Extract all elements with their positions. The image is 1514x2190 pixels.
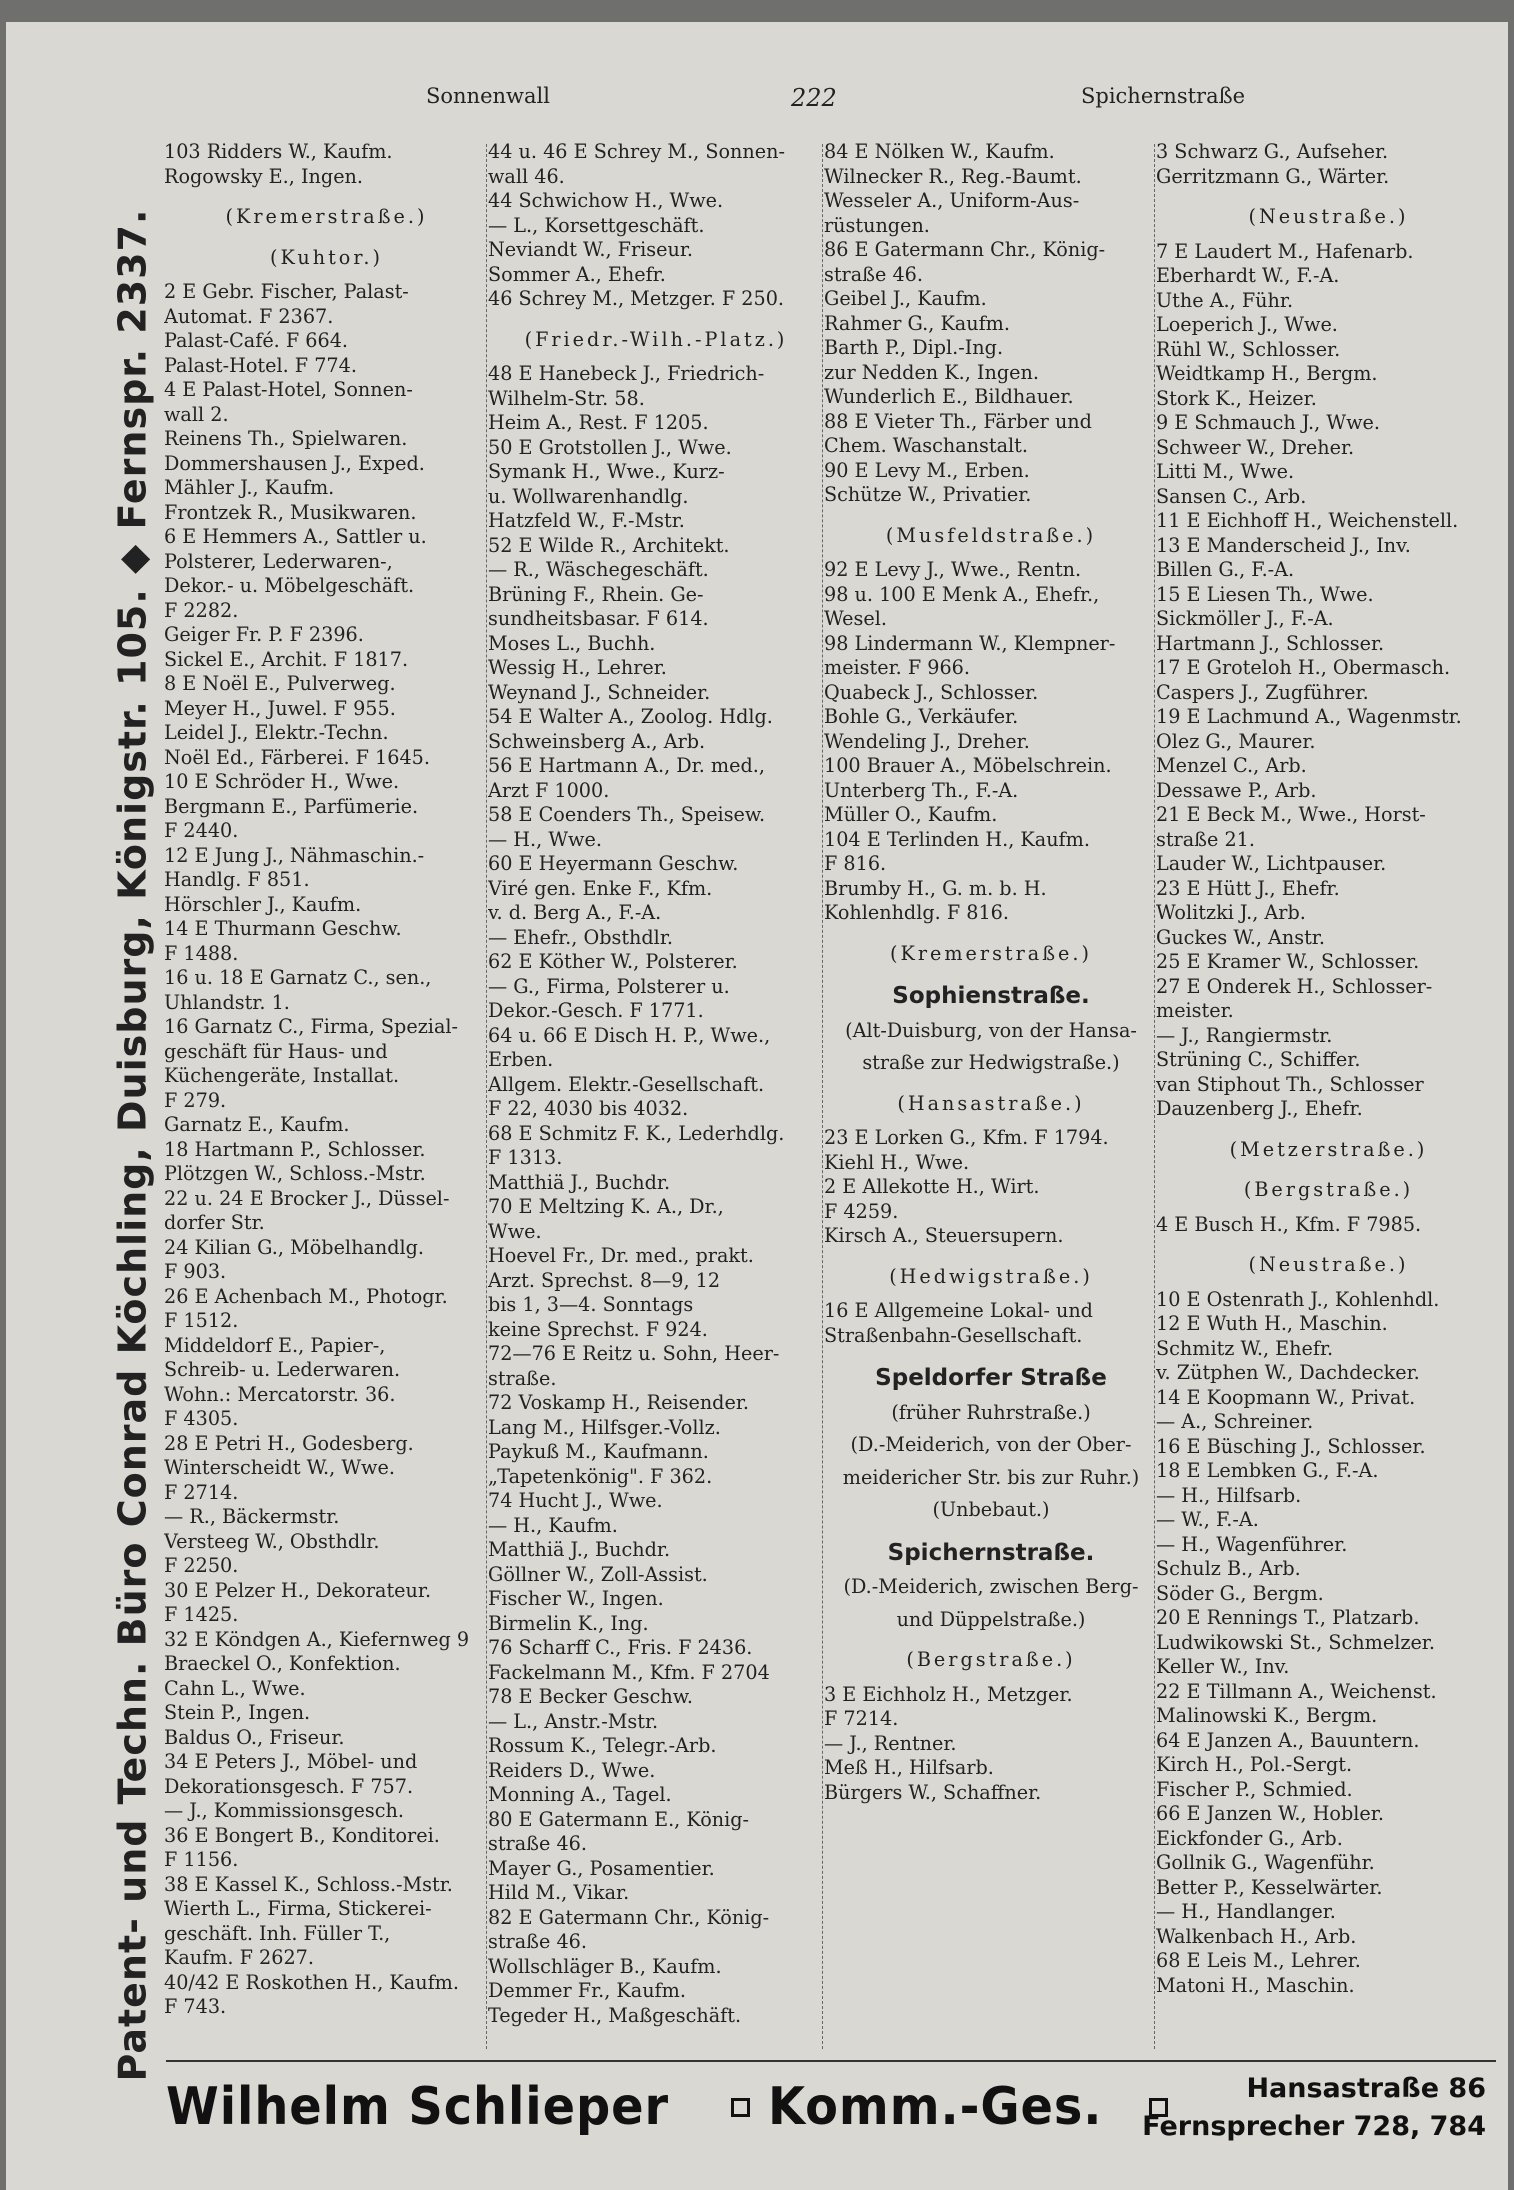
- directory-entry: Gerritzmann G., Wärter.: [1156, 164, 1390, 188]
- directory-entry: Erben.: [488, 1048, 554, 1071]
- directory-entry: F 22, 4030 bis 4032.: [488, 1097, 689, 1120]
- directory-entry: 25 E Kramer W., Schlosser.: [1156, 950, 1420, 973]
- directory-entry: 72 Voskamp H., Reisender.: [488, 1391, 749, 1414]
- square-bullet-icon: [731, 2098, 750, 2117]
- cross-street-label: (Neustraße.): [1248, 1253, 1409, 1276]
- cross-street-label: (Musfeldstraße.): [885, 523, 1097, 547]
- directory-entry: F 743.: [164, 1995, 227, 2018]
- directory-entry: Fackelmann M., Kfm. F 2704: [488, 1660, 770, 1684]
- directory-entry: 46 Schrey M., Metzger. F 250.: [488, 287, 785, 310]
- directory-entry: Hild M., Vikar.: [488, 1881, 630, 1904]
- directory-entry: — L., Anstr.-Mstr.: [488, 1709, 659, 1733]
- directory-entry: Olez G., Maurer.: [1156, 729, 1316, 753]
- directory-entry: 104 E Terlinden H., Kaufm.: [824, 827, 1090, 851]
- directory-entry: Leidel J., Elektr.-Techn.: [164, 721, 389, 744]
- directory-entry: 98 u. 100 E Menk A., Ehefr.,: [824, 582, 1100, 606]
- directory-entry: Tegeder H., Maßgeschäft.: [488, 2003, 742, 2027]
- directory-entry: Polsterer, Lederwaren-,: [164, 549, 393, 573]
- cross-street-label: (Hansastraße.): [897, 1091, 1085, 1115]
- directory-entry: wall 2.: [164, 402, 229, 426]
- directory-entry: straße.: [488, 1366, 557, 1390]
- cross-street-label: (Bergstraße.): [906, 1648, 1076, 1671]
- directory-entry: Weynand J., Schneider.: [488, 680, 711, 704]
- directory-entry: Lang M., Hilfsger.-Vollz.: [488, 1415, 721, 1439]
- directory-entry: Meyer H., Juwel. F 955.: [164, 696, 396, 720]
- directory-entry: Wesel.: [824, 607, 887, 630]
- directory-entry: Kaufm. F 2627.: [164, 1946, 314, 1969]
- directory-entry: Sickmöller J., F.-A.: [1156, 607, 1334, 630]
- directory-entry: van Stiphout Th., Schlosser: [1156, 1072, 1424, 1096]
- directory-entry: Wohn.: Mercatorstr. 36.: [164, 1382, 396, 1406]
- cross-street-label: (Friedr.-Wilh.-Platz.): [524, 327, 788, 351]
- directory-entry: 15 E Liesen Th., Wwe.: [1156, 582, 1374, 606]
- directory-entry: F 1313.: [488, 1146, 563, 1169]
- directory-entry: Caspers J., Zugführer.: [1156, 680, 1369, 704]
- directory-entry: 78 E Becker Geschw.: [488, 1685, 693, 1708]
- directory-entry: Menzel C., Arb.: [1156, 754, 1307, 777]
- directory-entry: Hatzfeld W., F.-Mstr.: [488, 509, 685, 532]
- page-number: 222: [791, 84, 837, 112]
- directory-entry: 23 E Lorken G., Kfm. F 1794.: [824, 1126, 1109, 1149]
- directory-entry: Neviandt W., Friseur.: [488, 238, 694, 261]
- directory-entry: geschäft. Inh. Füller T.,: [164, 1921, 391, 1945]
- directory-entry: F 279.: [164, 1088, 227, 1112]
- directory-entry: F 816.: [824, 852, 887, 875]
- directory-entry: 36 E Bongert B., Konditorei.: [164, 1823, 440, 1847]
- directory-entry: Bergmann E., Parfümerie.: [164, 794, 419, 818]
- directory-entry: v. Zütphen W., Dachdecker.: [1156, 1361, 1420, 1384]
- directory-entry: 16 Garnatz C., Firma, Spezial-: [164, 1015, 459, 1038]
- directory-entry: 44 u. 46 E Schrey M., Sonnen-: [488, 140, 785, 163]
- ad-phone: Fernsprecher 728, 784: [1142, 2111, 1486, 2142]
- directory-entry: sundheitsbasar. F 614.: [488, 607, 709, 630]
- street-description: meidericher Str. bis zur Ruhr.): [842, 1465, 1140, 1489]
- directory-entry: Versteeg W., Obsthdlr.: [164, 1529, 380, 1553]
- directory-entry: Monning A., Tagel.: [488, 1783, 672, 1806]
- directory-entry: Schweer W., Dreher.: [1156, 435, 1355, 459]
- directory-entry: keine Sprechst. F 924.: [488, 1317, 708, 1341]
- ad-address: Hansastraße 86: [1246, 2073, 1486, 2104]
- directory-entry: Fischer P., Schmied.: [1156, 1777, 1353, 1801]
- directory-entry: Wollschläger B., Kaufm.: [488, 1954, 722, 1978]
- directory-entry: — R., Wäschegeschäft.: [488, 558, 709, 581]
- directory-entry: Brüning F., Rhein. Ge-: [488, 582, 704, 606]
- directory-entry: — J., Kommissionsgesch.: [164, 1799, 404, 1822]
- directory-entry: 3 Schwarz G., Aufseher.: [1156, 140, 1389, 163]
- directory-entry: 2 E Allekotte H., Wirt.: [824, 1175, 1040, 1198]
- directory-entry: 22 u. 24 E Brocker J., Düssel-: [164, 1186, 450, 1210]
- directory-entry: 64 u. 66 E Disch H. P., Wwe.,: [488, 1023, 771, 1047]
- directory-entry: 88 E Vieter Th., Färber und: [824, 409, 1092, 433]
- directory-entry: — Ehefr., Obsthdlr.: [488, 925, 673, 949]
- directory-entry: — W., F.-A.: [1156, 1508, 1259, 1531]
- directory-entry: 22 E Tillmann A., Weichenst.: [1156, 1679, 1437, 1703]
- directory-entry: 30 E Pelzer H., Dekorateur.: [164, 1578, 432, 1602]
- directory-entry: 38 E Kassel K., Schloss.-Mstr.: [164, 1872, 453, 1896]
- street-heading: Speldorfer Straße: [875, 1365, 1107, 1391]
- directory-entry: Unterberg Th., F.-A.: [824, 778, 1019, 802]
- directory-entry: v. d. Berg A., F.-A.: [488, 901, 662, 924]
- directory-entry: Schulz B., Arb.: [1156, 1557, 1301, 1580]
- directory-entry: — H., Hilfsarb.: [1156, 1483, 1302, 1507]
- directory-column-2: [488, 140, 824, 2040]
- directory-entry: 14 E Thurmann Geschw.: [164, 917, 402, 940]
- directory-entry: — R., Bäckermstr.: [164, 1505, 340, 1528]
- sidebar-advertisement: [104, 140, 160, 2150]
- directory-entry: Mähler J., Kaufm.: [164, 476, 335, 499]
- directory-entry: — A., Schreiner.: [1156, 1410, 1314, 1433]
- street-description: (früher Ruhrstraße.): [891, 1400, 1091, 1424]
- directory-entry: 50 E Grotstollen J., Wwe.: [488, 435, 732, 459]
- directory-entry: Matoni H., Maschin.: [1156, 1973, 1355, 1997]
- directory-entry: Malinowski K., Bergm.: [1156, 1704, 1378, 1727]
- cross-street-label: (Hedwigstraße.): [889, 1264, 1093, 1288]
- directory-entry: Birmelin K., Ing.: [488, 1611, 649, 1635]
- directory-entry: Cahn L., Wwe.: [164, 1676, 306, 1700]
- directory-entry: „Tapetenkönig". F 362.: [488, 1464, 713, 1488]
- street-description: (D.-Meiderich, zwischen Berg-: [843, 1575, 1139, 1598]
- directory-column-3: [824, 140, 1158, 2040]
- directory-entry: Wesseler A., Uniform-Aus-: [824, 189, 1080, 212]
- directory-entry: Palast-Hotel. F 774.: [164, 353, 357, 377]
- directory-entry: Braeckel O., Konfektion.: [164, 1652, 401, 1675]
- directory-entry: Keller W., Inv.: [1156, 1655, 1290, 1678]
- directory-entry: — H., Kaufm.: [488, 1513, 618, 1537]
- cross-street-label: (Neustraße.): [1248, 205, 1409, 228]
- street-description: und Düppelstraße.): [896, 1607, 1086, 1631]
- directory-entry: Rossum K., Telegr.-Arb.: [488, 1734, 717, 1757]
- directory-column-1: [164, 140, 489, 2040]
- directory-entry: Küchengeräte, Installat.: [164, 1064, 400, 1087]
- directory-entry: 24 Kilian G., Möbelhandlg.: [164, 1235, 425, 1259]
- directory-entry: Kiehl H., Wwe.: [824, 1150, 970, 1174]
- directory-entry: Quabeck J., Schlosser.: [824, 680, 1039, 704]
- directory-entry: 100 Brauer A., Möbelschrein.: [824, 754, 1112, 777]
- directory-entry: — H., Wagenführer.: [1156, 1532, 1348, 1556]
- directory-entry: 90 E Levy M., Erben.: [824, 458, 1030, 482]
- directory-entry: Dauzenberg J., Ehefr.: [1156, 1097, 1363, 1120]
- directory-entry: Moses L., Buchh.: [488, 631, 656, 655]
- directory-entry: Fischer W., Ingen.: [488, 1587, 664, 1610]
- directory-entry: 58 E Coenders Th., Speisew.: [488, 803, 766, 826]
- directory-entry: — J., Rentner.: [824, 1731, 957, 1755]
- directory-entry: Guckes W., Anstr.: [1156, 925, 1325, 949]
- directory-entry: F 4259.: [824, 1199, 899, 1223]
- directory-entry: 4 E Palast-Hotel, Sonnen-: [164, 378, 413, 401]
- cross-street-label: (Kuhtor.): [269, 245, 384, 269]
- directory-entry: 7 E Laudert M., Hafenarb.: [1156, 239, 1414, 263]
- directory-entry: F 903.: [164, 1260, 227, 1283]
- header-right-street: Spichernstraße: [1081, 84, 1246, 108]
- directory-entry: 70 E Meltzing K. A., Dr.,: [488, 1195, 724, 1218]
- directory-entry: Plötzgen W., Schloss.-Mstr.: [164, 1162, 426, 1185]
- directory-entry: Uhlandstr. 1.: [164, 990, 290, 1014]
- directory-entry: Demmer Fr., Kaufm.: [488, 1979, 686, 2002]
- directory-entry: Eickfonder G., Arb.: [1156, 1826, 1343, 1850]
- directory-entry: Matthiä J., Buchdr.: [488, 1170, 671, 1194]
- ad-contact: [1142, 2070, 1486, 2146]
- directory-entry: straße 46.: [488, 1930, 587, 1953]
- running-head: [166, 84, 1486, 124]
- directory-entry: Rahmer G., Kaufm.: [824, 311, 1010, 335]
- directory-column-4: [1156, 140, 1501, 2040]
- directory-entry: Reiders D., Wwe.: [488, 1758, 656, 1782]
- directory-entry: Baldus O., Friseur.: [164, 1725, 345, 1749]
- directory-entry: F 1156.: [164, 1848, 239, 1871]
- directory-entry: F 1488.: [164, 941, 239, 965]
- directory-entry: Dekorationsgesch. F 757.: [164, 1774, 414, 1798]
- directory-entry: 68 E Schmitz F. K., Lederhdlg.: [488, 1121, 785, 1145]
- ad-company-name: Wilhelm Schlieper: [166, 2077, 670, 2137]
- street-heading: Spichernstraße.: [887, 1539, 1095, 1566]
- directory-entry: 12 E Jung J., Nähmaschin.-: [164, 843, 425, 867]
- directory-entry: Uthe A., Führ.: [1156, 288, 1294, 312]
- ad-company-type: Komm.-Ges.: [767, 2077, 1103, 2137]
- directory-entry: straße 21.: [1156, 827, 1255, 851]
- directory-entry: Geiger Fr. P. F 2396.: [164, 623, 364, 646]
- directory-entry: 72—76 E Reitz u. Sohn, Heer-: [488, 1342, 780, 1365]
- directory-entry: Reinens Th., Spielwaren.: [164, 427, 408, 450]
- directory-entry: 10 E Schröder H., Wwe.: [164, 770, 400, 793]
- directory-entry: Sansen C., Arb.: [1156, 484, 1307, 508]
- directory-entry: — H., Wwe.: [488, 827, 602, 851]
- street-description: straße zur Hedwigstraße.): [862, 1051, 1120, 1074]
- directory-entry: 18 E Lembken G., F.-A.: [1156, 1459, 1379, 1482]
- directory-entry: 54 E Walter A., Zoolog. Hdlg.: [488, 705, 773, 728]
- directory-entry: Wunderlich E., Bildhauer.: [824, 385, 1074, 408]
- directory-entry: 10 E Ostenrath J., Kohlenhdl.: [1156, 1287, 1440, 1311]
- directory-entry: F 7214.: [824, 1707, 899, 1730]
- directory-entry: Wilhelm-Str. 58.: [488, 386, 645, 410]
- directory-entry: 13 E Manderscheid J., Inv.: [1156, 533, 1411, 557]
- directory-entry: Automat. F 2367.: [164, 304, 334, 328]
- directory-entry: 92 E Levy J., Wwe., Rentn.: [824, 558, 1082, 581]
- directory-entry: F 2250.: [164, 1554, 239, 1577]
- directory-entry: 23 E Hütt J., Ehefr.: [1156, 876, 1340, 900]
- directory-entry: Stork K., Heizer.: [1156, 386, 1317, 410]
- directory-entry: Heim A., Rest. F 1205.: [488, 411, 709, 434]
- directory-entry: Litti M., Wwe.: [1156, 460, 1295, 483]
- directory-page: [6, 22, 1508, 2190]
- directory-entry: 28 E Petri H., Godesberg.: [164, 1431, 414, 1455]
- directory-entry: Hartmann J., Schlosser.: [1156, 631, 1385, 655]
- directory-entry: Bürgers W., Schaffner.: [824, 1780, 1042, 1804]
- directory-entry: Billen G., F.-A.: [1156, 558, 1295, 581]
- directory-entry: Allgem. Elektr.-Gesellschaft.: [488, 1072, 765, 1096]
- directory-entry: Arzt. Sprechst. 8—9, 12: [488, 1268, 721, 1292]
- street-description: (Unbebaut.): [932, 1498, 1050, 1521]
- directory-entry: Sommer A., Ehefr.: [488, 262, 666, 286]
- directory-entry: F 2714.: [164, 1480, 239, 1504]
- directory-entry: Kohlenhdlg. F 816.: [824, 901, 1009, 924]
- directory-entry: 60 E Heyermann Geschw.: [488, 852, 739, 875]
- directory-entry: Dommershausen J., Exped.: [164, 451, 425, 475]
- directory-entry: 34 E Peters J., Möbel- und: [164, 1750, 418, 1773]
- directory-entry: rüstungen.: [824, 213, 930, 237]
- directory-entry: Rogowsky E., Ingen.: [164, 164, 364, 188]
- directory-entry: straße 46.: [488, 1832, 587, 1855]
- directory-entry: Schreib- u. Lederwaren.: [164, 1358, 401, 1381]
- directory-entry: — L., Korsettgeschäft.: [488, 213, 705, 237]
- directory-entry: Handlg. F 851.: [164, 868, 310, 891]
- cross-street-label: (Kremerstraße.): [890, 941, 1092, 965]
- directory-entry: Eberhardt W., F.-A.: [1156, 264, 1340, 287]
- directory-entry: geschäft für Haus- und: [164, 1039, 388, 1063]
- directory-entry: 12 E Wuth H., Maschin.: [1156, 1312, 1388, 1335]
- directory-entry: Wendeling J., Dreher.: [824, 729, 1030, 753]
- directory-entry: Matthiä J., Buchdr.: [488, 1538, 671, 1561]
- directory-entry: Hoevel Fr., Dr. med., prakt.: [488, 1244, 754, 1267]
- directory-entry: zur Nedden K., Ingen.: [824, 360, 1039, 384]
- directory-entry: 27 E Onderek H., Schlosser-: [1156, 974, 1433, 998]
- directory-entry: Schmitz W., Ehefr.: [1156, 1336, 1334, 1360]
- directory-entry: Hörschler J., Kaufm.: [164, 892, 362, 916]
- directory-entry: Wessig H., Lehrer.: [488, 656, 667, 679]
- directory-entry: meister. F 966.: [824, 656, 970, 679]
- directory-entry: Gollnik G., Wagenführ.: [1156, 1851, 1375, 1874]
- cross-street-label: (Kremerstraße.): [225, 205, 428, 228]
- directory-entry: 16 E Büsching J., Schlosser.: [1156, 1434, 1426, 1458]
- directory-entry: Schütze W., Privatier.: [824, 483, 1032, 506]
- directory-entry: 21 E Beck M., Wwe., Horst-: [1156, 803, 1426, 826]
- directory-entry: Geibel J., Kaufm.: [824, 287, 987, 310]
- directory-entry: F 2440.: [164, 819, 239, 842]
- directory-entry: 52 E Wilde R., Architekt.: [488, 533, 730, 557]
- directory-entry: Middeldorf E., Papier-,: [164, 1333, 386, 1357]
- directory-entry: Brumby H., G. m. b. H.: [824, 876, 1047, 900]
- directory-entry: Wilnecker R., Reg.-Baumt.: [824, 164, 1082, 188]
- directory-entry: Arzt F 1000.: [488, 778, 610, 802]
- directory-entry: 64 E Janzen A., Bauuntern.: [1156, 1728, 1420, 1752]
- directory-entry: 80 E Gatermann E., König-: [488, 1807, 750, 1831]
- directory-entry: 6 E Hemmers A., Sattler u.: [164, 525, 427, 548]
- directory-entry: 68 E Leis M., Lehrer.: [1156, 1949, 1361, 1972]
- sidebar-ad-text: Patent- und Techn. Büro Conrad Köchling, Duisburg, Königstr. 105. ◆ Fernspr. 2337.: [110, 208, 154, 2082]
- directory-entry: Symank H., Wwe., Kurz-: [488, 460, 725, 483]
- directory-entry: — H., Handlanger.: [1156, 1900, 1336, 1923]
- directory-entry: Kirch H., Pol.-Sergt.: [1156, 1753, 1353, 1776]
- directory-entry: meister.: [1156, 999, 1234, 1022]
- cross-street-label: (Bergstraße.): [1243, 1178, 1414, 1201]
- directory-entry: Garnatz E., Kaufm.: [164, 1113, 350, 1136]
- directory-entry: Winterscheidt W., Wwe.: [164, 1456, 395, 1479]
- directory-entry: 16 E Allgemeine Lokal- und: [824, 1299, 1093, 1322]
- directory-entry: 2 E Gebr. Fischer, Palast-: [164, 280, 409, 303]
- directory-entry: F 1512.: [164, 1309, 239, 1332]
- directory-entry: bis 1, 3—4. Sonntags: [488, 1293, 694, 1316]
- directory-entry: Rühl W., Schlosser.: [1156, 337, 1341, 361]
- directory-entry: 16 u. 18 E Garnatz C., sen.,: [164, 966, 432, 989]
- directory-entry: Frontzek R., Musikwaren.: [164, 500, 417, 524]
- directory-entry: Straßenbahn-Gesellschaft.: [824, 1323, 1083, 1347]
- directory-entry: Dekor.-Gesch. F 1771.: [488, 999, 704, 1022]
- directory-entry: 76 Scharff C., Fris. F 2436.: [488, 1636, 753, 1659]
- header-left-street: Sonnenwall: [426, 84, 550, 108]
- directory-entry: Mayer G., Posamentier.: [488, 1856, 715, 1880]
- directory-entry: 14 E Koopmann W., Privat.: [1156, 1385, 1416, 1409]
- directory-entry: Söder G., Bergm.: [1156, 1581, 1324, 1605]
- street-description: (Alt-Duisburg, von der Hansa-: [845, 1018, 1137, 1042]
- directory-entry: 19 E Lachmund A., Wagenmstr.: [1156, 705, 1462, 728]
- directory-entry: 32 E Köndgen A., Kiefernweg 9: [164, 1627, 470, 1651]
- directory-entry: 84 E Nölken W., Kaufm.: [824, 140, 1055, 163]
- directory-entry: 17 E Groteloh H., Obermasch.: [1156, 656, 1451, 679]
- street-heading: Sophienstraße.: [892, 983, 1090, 1009]
- directory-entry: F 2282.: [164, 598, 239, 622]
- directory-entry: 8 E Noël E., Pulverweg.: [164, 672, 396, 695]
- directory-entry: Wierth L., Firma, Stickerei-: [164, 1897, 432, 1920]
- directory-entry: Sickel E., Archit. F 1817.: [164, 647, 409, 671]
- directory-entry: Strüning C., Schiffer.: [1156, 1048, 1361, 1071]
- directory-entry: F 1425.: [164, 1603, 239, 1626]
- directory-entry: 103 Ridders W., Kaufm.: [164, 140, 393, 163]
- directory-entry: 98 Lindermann W., Klempner-: [824, 631, 1116, 655]
- directory-entry: Noël Ed., Färberei. F 1645.: [164, 745, 430, 769]
- directory-entry: Lauder W., Lichtpauser.: [1156, 852, 1387, 875]
- directory-entry: Dekor.- u. Möbelgeschäft.: [164, 574, 415, 597]
- directory-entry: dorfer Str.: [164, 1211, 265, 1234]
- directory-entry: 56 E Hartmann A., Dr. med.,: [488, 754, 765, 777]
- street-description: (D.-Meiderich, von der Ober-: [850, 1433, 1132, 1456]
- directory-entry: 18 Hartmann P., Schlosser.: [164, 1137, 426, 1161]
- directory-entry: Wwe.: [488, 1219, 542, 1243]
- directory-entry: Better P., Kesselwärter.: [1156, 1875, 1383, 1899]
- directory-entry: 66 E Janzen W., Hobler.: [1156, 1802, 1384, 1825]
- directory-entry: 48 E Hanebeck J., Friedrich-: [488, 362, 765, 385]
- directory-entry: 40/42 E Roskothen H., Kaufm.: [164, 1970, 459, 1994]
- directory-entry: Paykuß M., Kaufmann.: [488, 1440, 709, 1463]
- directory-entry: 82 E Gatermann Chr., König-: [488, 1905, 770, 1929]
- directory-entry: Barth P., Dipl.-Ing.: [824, 336, 1004, 359]
- directory-entry: Göllner W., Zoll-Assist.: [488, 1562, 708, 1586]
- directory-entry: wall 46.: [488, 164, 565, 188]
- directory-entry: Weidtkamp H., Bergm.: [1156, 362, 1378, 385]
- directory-entry: Palast-Café. F 664.: [164, 329, 349, 352]
- directory-entry: Dessawe P., Arb.: [1156, 778, 1317, 802]
- directory-entry: Meß H., Hilfsarb.: [824, 1756, 994, 1779]
- directory-entry: Bohle G., Verkäufer.: [824, 705, 1019, 728]
- directory-entry: Ludwikowski St., Schmelzer.: [1156, 1630, 1435, 1654]
- directory-entry: straße 46.: [824, 262, 923, 286]
- directory-entry: F 4305.: [164, 1407, 239, 1430]
- directory-entry: Kirsch A., Steuersupern.: [824, 1224, 1064, 1247]
- directory-entry: 74 Hucht J., Wwe.: [488, 1489, 663, 1512]
- directory-entry: 44 Schwichow H., Wwe.: [488, 189, 724, 212]
- cross-street-label: (Metzerstraße.): [1229, 1137, 1428, 1161]
- directory-entry: — J., Rangiermstr.: [1156, 1023, 1333, 1047]
- directory-entry: — G., Firma, Polsterer u.: [488, 974, 730, 998]
- directory-entry: 86 E Gatermann Chr., König-: [824, 238, 1106, 261]
- directory-entry: Stein P., Ingen.: [164, 1701, 311, 1724]
- directory-entry: 9 E Schmauch J., Wwe.: [1156, 411, 1380, 434]
- directory-entry: 20 E Rennings T., Platzarb.: [1156, 1606, 1420, 1629]
- directory-entry: Schweinsberg A., Arb.: [488, 729, 706, 753]
- directory-entry: 26 E Achenbach M., Photogr.: [164, 1284, 448, 1308]
- directory-entry: 3 E Eichholz H., Metzger.: [824, 1682, 1073, 1706]
- directory-entry: u. Wollwarenhandlg.: [488, 484, 689, 508]
- directory-entry: 11 E Eichhoff H., Weichenstell.: [1156, 509, 1459, 532]
- directory-entry: 62 E Köther W., Polsterer.: [488, 950, 738, 973]
- directory-entry: Müller O., Kaufm.: [824, 803, 998, 826]
- directory-entry: Loeperich J., Wwe.: [1156, 313, 1338, 336]
- footer-advertisement: [166, 2060, 1496, 2152]
- directory-entry: 4 E Busch H., Kfm. F 7985.: [1156, 1212, 1422, 1236]
- directory-entry: Viré gen. Enke F., Kfm.: [488, 876, 713, 900]
- directory-entry: Wolitzki J., Arb.: [1156, 901, 1306, 924]
- directory-entry: Chem. Waschanstalt.: [824, 434, 1028, 457]
- directory-entry: Walkenbach H., Arb.: [1156, 1924, 1357, 1948]
